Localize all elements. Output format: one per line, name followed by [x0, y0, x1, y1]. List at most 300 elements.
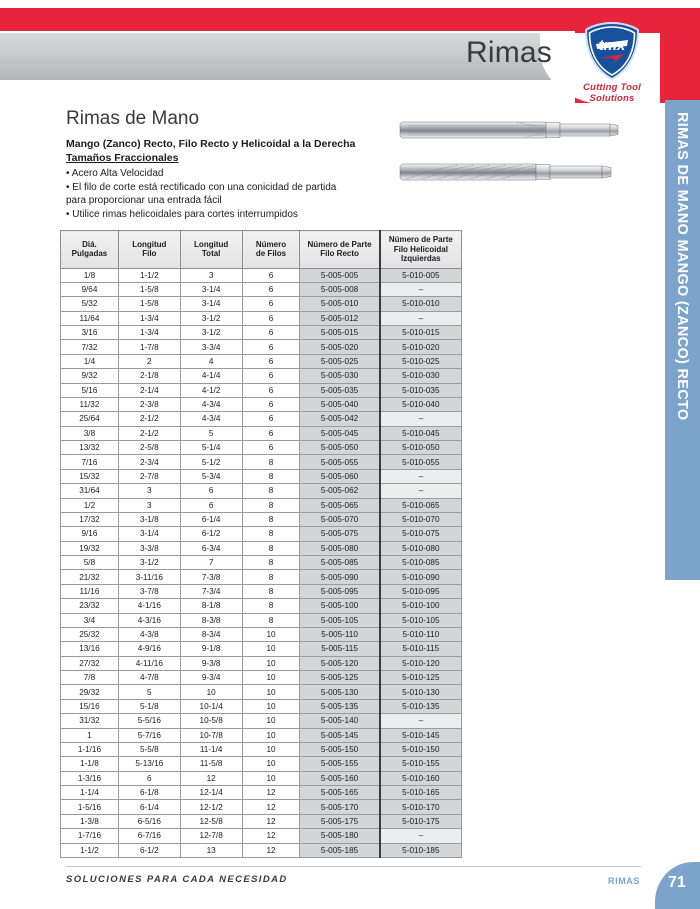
table-cell: 8: [242, 613, 300, 627]
table-cell: 5-005-175: [300, 814, 380, 828]
table-cell: 5-010-155: [380, 757, 462, 771]
table-cell: 1-5/8: [118, 282, 180, 296]
table-cell: 4-11/16: [118, 656, 180, 670]
table-cell: 9/32: [61, 369, 119, 383]
table-cell: 5-010-005: [380, 268, 462, 282]
table-cell: 6: [242, 282, 300, 296]
table-cell: 10-7/8: [180, 728, 242, 742]
table-cell: 10: [242, 742, 300, 756]
table-cell: 2-5/8: [118, 441, 180, 455]
table-cell: 1/8: [61, 268, 119, 282]
table-cell: 25/64: [61, 412, 119, 426]
table-cell: 10-1/4: [180, 699, 242, 713]
table-cell: 8-3/4: [180, 627, 242, 641]
table-cell: 6: [242, 326, 300, 340]
table-cell: 1-5/8: [118, 297, 180, 311]
table-row: [61, 326, 462, 340]
column-header-diameter: Diá. Pulgadas: [61, 231, 119, 269]
table-cell: 10: [242, 685, 300, 699]
table-cell: 5-005-085: [300, 556, 380, 570]
table-cell: 4: [180, 354, 242, 368]
table-cell: 9-3/4: [180, 671, 242, 685]
table-row: [61, 829, 462, 843]
table-cell: 6: [242, 441, 300, 455]
table-cell: 5-010-025: [380, 354, 462, 368]
table-cell: 5-1/2: [180, 455, 242, 469]
table-cell: 5-005-115: [300, 642, 380, 656]
column-header-flute-length: Longitud Filo: [118, 231, 180, 269]
table-cell: 5-010-115: [380, 642, 462, 656]
table-cell: 11/16: [61, 584, 119, 598]
footer-divider: [66, 866, 641, 867]
table-cell: 5-010-080: [380, 541, 462, 555]
table-cell: 1-7/8: [118, 340, 180, 354]
table-cell: 5-005-145: [300, 728, 380, 742]
table-cell: 5-010-160: [380, 771, 462, 785]
table-row: [61, 541, 462, 555]
table-cell: 5-010-130: [380, 685, 462, 699]
table-row: [61, 455, 462, 469]
table-cell: 5-005-020: [300, 340, 380, 354]
table-cell: 5-010-065: [380, 498, 462, 512]
table-cell: 5-005-005: [300, 268, 380, 282]
table-cell: 8: [242, 455, 300, 469]
table-cell: 5-005-062: [300, 484, 380, 498]
table-cell: 5-010-135: [380, 699, 462, 713]
table-row: [61, 268, 462, 282]
shield-logo-icon: [584, 22, 640, 80]
table-row: [61, 441, 462, 455]
table-cell: 3-11/16: [118, 570, 180, 584]
table-cell: 6-3/4: [180, 541, 242, 555]
table-row: [61, 599, 462, 613]
table-cell: 7/32: [61, 340, 119, 354]
table-cell: 5-010-105: [380, 613, 462, 627]
table-cell: 4-1/16: [118, 599, 180, 613]
table-cell: 1/2: [61, 498, 119, 512]
table-cell: 1-1/2: [118, 268, 180, 282]
table-cell: 5-005-120: [300, 656, 380, 670]
page-title: Rimas: [465, 36, 552, 69]
straight-flute-reamer-image: [396, 116, 646, 146]
table-cell: 1-3/16: [61, 771, 119, 785]
table-cell: 5-005-125: [300, 671, 380, 685]
table-row: [61, 800, 462, 814]
table-cell: –: [380, 311, 462, 325]
table-cell: 5-005-040: [300, 397, 380, 411]
table-cell: 31/32: [61, 714, 119, 728]
table-cell: 6: [242, 426, 300, 440]
table-cell: 5-010-020: [380, 340, 462, 354]
table-cell: 5-010-175: [380, 814, 462, 828]
table-cell: 11-5/8: [180, 757, 242, 771]
table-cell: 8: [242, 556, 300, 570]
table-cell: 6: [180, 498, 242, 512]
table-cell: 11-1/4: [180, 742, 242, 756]
table-cell: 4-3/8: [118, 627, 180, 641]
table-cell: 4-3/4: [180, 397, 242, 411]
table-cell: 12: [242, 829, 300, 843]
table-cell: 2: [118, 354, 180, 368]
table-cell: 3: [118, 484, 180, 498]
table-cell: 5-1/4: [180, 441, 242, 455]
table-cell: 12-1/2: [180, 800, 242, 814]
table-cell: 6: [242, 354, 300, 368]
specifications-table: [60, 230, 462, 858]
table-cell: 5-010-095: [380, 584, 462, 598]
table-cell: 8: [242, 527, 300, 541]
table-cell: 8-1/8: [180, 599, 242, 613]
table-cell: 10: [242, 656, 300, 670]
table-body: [61, 268, 462, 857]
table-cell: 8: [242, 599, 300, 613]
table-cell: 5-005-025: [300, 354, 380, 368]
table-cell: 5-005-065: [300, 498, 380, 512]
table-cell: 12-1/4: [180, 786, 242, 800]
table-cell: 5-13/16: [118, 757, 180, 771]
column-header-part-number-helical: Número de Parte Filo Helicoidal Izquierdas: [380, 231, 462, 269]
table-cell: 5/32: [61, 297, 119, 311]
table-cell: 5-005-090: [300, 570, 380, 584]
table-cell: 21/32: [61, 570, 119, 584]
table-cell: 5-005-055: [300, 455, 380, 469]
table-cell: 2-3/8: [118, 397, 180, 411]
table-cell: 2-1/4: [118, 383, 180, 397]
table-cell: 5-010-090: [380, 570, 462, 584]
table-cell: 5-010-040: [380, 397, 462, 411]
section-heading: Rimas de Mano: [66, 108, 200, 129]
table-cell: 27/32: [61, 656, 119, 670]
table-cell: 31/64: [61, 484, 119, 498]
table-cell: –: [380, 282, 462, 296]
table-row: [61, 613, 462, 627]
table-cell: 12-5/8: [180, 814, 242, 828]
table-cell: 10: [242, 627, 300, 641]
table-cell: 5-005-105: [300, 613, 380, 627]
table-cell: 10: [242, 671, 300, 685]
table-row: [61, 498, 462, 512]
table-cell: 5-005-185: [300, 843, 380, 857]
table-cell: 5-010-045: [380, 426, 462, 440]
feature-bullet-list: [66, 167, 376, 221]
table-row: [61, 297, 462, 311]
table-cell: 5-010-100: [380, 599, 462, 613]
table-row: [61, 671, 462, 685]
table-cell: 6: [242, 268, 300, 282]
table-cell: 5-005-015: [300, 326, 380, 340]
list-item: • Acero Alta Velocidad: [66, 168, 164, 179]
table-cell: 5-005-170: [300, 800, 380, 814]
table-row: [61, 814, 462, 828]
table-cell: 23/32: [61, 599, 119, 613]
table-cell: 13/16: [61, 642, 119, 656]
table-cell: 6: [180, 484, 242, 498]
table-cell: 1-1/16: [61, 742, 119, 756]
table-cell: 2-1/2: [118, 426, 180, 440]
table-cell: 5-005-155: [300, 757, 380, 771]
logo-tagline: [572, 82, 652, 104]
table-cell: 29/32: [61, 685, 119, 699]
table-cell: 15/16: [61, 699, 119, 713]
table-cell: 1-7/16: [61, 829, 119, 843]
table-cell: 5-005-030: [300, 369, 380, 383]
table-cell: 5-005-060: [300, 469, 380, 483]
table-cell: 5-010-110: [380, 627, 462, 641]
table-cell: 10-5/8: [180, 714, 242, 728]
table-cell: 9-3/8: [180, 656, 242, 670]
table-row: [61, 642, 462, 656]
table-cell: 8: [242, 541, 300, 555]
table-cell: 1-3/8: [61, 814, 119, 828]
table-cell: 6: [242, 397, 300, 411]
table-cell: 7/16: [61, 455, 119, 469]
table-cell: 7: [180, 556, 242, 570]
table-cell: 4-1/4: [180, 369, 242, 383]
table-cell: –: [380, 714, 462, 728]
table-cell: 5-010-015: [380, 326, 462, 340]
table-cell: 5/8: [61, 556, 119, 570]
table-cell: 12: [242, 800, 300, 814]
table-cell: 3-1/2: [180, 326, 242, 340]
table-row: [61, 656, 462, 670]
section-side-tab: [665, 100, 700, 580]
table-cell: 6-1/8: [118, 786, 180, 800]
table-cell: 5-010-070: [380, 512, 462, 526]
table-cell: 12: [180, 771, 242, 785]
table-cell: 6: [242, 340, 300, 354]
table-cell: 5-010-075: [380, 527, 462, 541]
table-cell: –: [380, 412, 462, 426]
table-row: [61, 685, 462, 699]
column-header-overall-length: Longitud Total: [180, 231, 242, 269]
table-row: [61, 412, 462, 426]
table-cell: 5-005-180: [300, 829, 380, 843]
table-cell: 5-005-042: [300, 412, 380, 426]
table-cell: 10: [242, 728, 300, 742]
table-cell: 5-005-150: [300, 742, 380, 756]
table-cell: 5-010-010: [380, 297, 462, 311]
table-row: [61, 584, 462, 598]
table-cell: 12-7/8: [180, 829, 242, 843]
table-cell: 5-5/16: [118, 714, 180, 728]
table-cell: 8: [242, 498, 300, 512]
table-cell: 9/16: [61, 527, 119, 541]
table-cell: 7-3/8: [180, 570, 242, 584]
table-cell: 12: [242, 786, 300, 800]
table-row: [61, 426, 462, 440]
table-cell: 11/32: [61, 397, 119, 411]
table-cell: 10: [242, 714, 300, 728]
table-cell: 1/4: [61, 354, 119, 368]
table-cell: 8: [242, 584, 300, 598]
table-row: [61, 714, 462, 728]
table-cell: 1-1/4: [61, 786, 119, 800]
table-row: [61, 397, 462, 411]
table-row: [61, 786, 462, 800]
table-cell: 10: [242, 642, 300, 656]
table-cell: 13: [180, 843, 242, 857]
table-cell: 5-010-035: [380, 383, 462, 397]
footer-section-label: RIMAS: [608, 876, 640, 886]
table-cell: 5-010-165: [380, 786, 462, 800]
table-cell: 3-1/2: [180, 311, 242, 325]
table-cell: 1-3/4: [118, 311, 180, 325]
table-cell: 5: [118, 685, 180, 699]
table-cell: 3/16: [61, 326, 119, 340]
table-row: [61, 340, 462, 354]
table-cell: 5-005-008: [300, 282, 380, 296]
table-row: [61, 512, 462, 526]
table-cell: 5-005-165: [300, 786, 380, 800]
table-cell: 1: [61, 728, 119, 742]
table-cell: 6-5/16: [118, 814, 180, 828]
table-cell: 3/4: [61, 613, 119, 627]
brand-logo: [572, 22, 652, 104]
table-cell: 8: [242, 484, 300, 498]
table-cell: 10: [242, 757, 300, 771]
table-cell: 5-010-170: [380, 800, 462, 814]
table-row: [61, 311, 462, 325]
table-cell: 8: [242, 570, 300, 584]
table-cell: 2-1/2: [118, 412, 180, 426]
table-cell: 3: [180, 268, 242, 282]
table-cell: 8: [242, 469, 300, 483]
table-cell: 2-1/8: [118, 369, 180, 383]
table-cell: 5-005-095: [300, 584, 380, 598]
table-cell: 4-3/4: [180, 412, 242, 426]
table-cell: 5-005-012: [300, 311, 380, 325]
table-cell: 6: [118, 771, 180, 785]
table-row: [61, 728, 462, 742]
table-cell: 5-010-085: [380, 556, 462, 570]
column-header-flute-count: Número de Filos: [242, 231, 300, 269]
table-cell: 5-010-120: [380, 656, 462, 670]
table-cell: 10: [180, 685, 242, 699]
table-cell: 5-1/8: [118, 699, 180, 713]
table-cell: –: [380, 469, 462, 483]
table-cell: 3-1/2: [118, 556, 180, 570]
list-item: para proporcionar una entrada fácil: [66, 195, 222, 206]
table-cell: 25/32: [61, 627, 119, 641]
table-cell: 5-005-140: [300, 714, 380, 728]
table-cell: 3-1/8: [118, 512, 180, 526]
table-row: [61, 699, 462, 713]
table-cell: 3/8: [61, 426, 119, 440]
table-header-row: [61, 231, 462, 269]
section-subheading: Mango (Zanco) Recto, Filo Recto y Helicoidal a la Derecha: [66, 138, 356, 150]
table-row: [61, 354, 462, 368]
table-cell: –: [380, 829, 462, 843]
table-row: [61, 757, 462, 771]
table-cell: 17/32: [61, 512, 119, 526]
table-cell: 4-3/16: [118, 613, 180, 627]
table-row: [61, 369, 462, 383]
table-cell: 3-3/8: [118, 541, 180, 555]
table-cell: 2-7/8: [118, 469, 180, 483]
table-cell: 3-1/4: [118, 527, 180, 541]
table-cell: 5-005-100: [300, 599, 380, 613]
table-cell: 9/64: [61, 282, 119, 296]
table-cell: 5-005-110: [300, 627, 380, 641]
table-cell: 1-5/16: [61, 800, 119, 814]
table-cell: 2-3/4: [118, 455, 180, 469]
table-cell: 5: [180, 426, 242, 440]
table-cell: 7/8: [61, 671, 119, 685]
table-cell: 5-010-185: [380, 843, 462, 857]
column-header-part-number-straight: Número de Parte Filo Recto: [300, 231, 380, 269]
table-row: [61, 527, 462, 541]
table-cell: 6-1/4: [118, 800, 180, 814]
table-row: [61, 627, 462, 641]
table-cell: 5-010-030: [380, 369, 462, 383]
table-cell: 6: [242, 412, 300, 426]
table-cell: 6-7/16: [118, 829, 180, 843]
table-cell: 10: [242, 771, 300, 785]
product-images: [396, 110, 656, 200]
table-cell: 5-005-035: [300, 383, 380, 397]
table-cell: 3-3/4: [180, 340, 242, 354]
page-number: 71: [668, 874, 686, 891]
table-cell: 5-010-150: [380, 742, 462, 756]
table-cell: 5-005-010: [300, 297, 380, 311]
table-cell: 5-005-130: [300, 685, 380, 699]
table-cell: 6: [242, 297, 300, 311]
table-cell: 5-7/16: [118, 728, 180, 742]
table-cell: 3-1/4: [180, 297, 242, 311]
table-cell: 7-3/4: [180, 584, 242, 598]
table-cell: 5-3/4: [180, 469, 242, 483]
table-cell: 4-9/16: [118, 642, 180, 656]
table-cell: 5-010-125: [380, 671, 462, 685]
table-cell: 6: [242, 383, 300, 397]
table-cell: 8: [242, 512, 300, 526]
table-cell: 5-5/8: [118, 742, 180, 756]
table-cell: 5-005-045: [300, 426, 380, 440]
table-cell: 5-010-145: [380, 728, 462, 742]
table-cell: 3-1/4: [180, 282, 242, 296]
table-cell: 5-005-075: [300, 527, 380, 541]
table-row: [61, 570, 462, 584]
table-cell: 12: [242, 814, 300, 828]
table-row: [61, 484, 462, 498]
table-cell: 5-010-050: [380, 441, 462, 455]
helical-flute-reamer-image: [396, 158, 646, 188]
table-cell: 8-3/8: [180, 613, 242, 627]
table-cell: 3-7/8: [118, 584, 180, 598]
logo-wordmark: tmx: [598, 37, 626, 54]
table-row: [61, 282, 462, 296]
table-cell: 13/32: [61, 441, 119, 455]
table-cell: 5-005-135: [300, 699, 380, 713]
section-side-tab-label: RIMAS DE MANO MANGO (ZANCO) RECTO: [674, 112, 690, 421]
table-cell: 6-1/4: [180, 512, 242, 526]
table-cell: 1-1/8: [61, 757, 119, 771]
table-cell: 19/32: [61, 541, 119, 555]
table-cell: 6: [242, 311, 300, 325]
table-cell: 6-1/2: [180, 527, 242, 541]
table-cell: 5-005-070: [300, 512, 380, 526]
table-cell: 3: [118, 498, 180, 512]
table-cell: 6-1/2: [118, 843, 180, 857]
table-row: [61, 383, 462, 397]
table-row: [61, 771, 462, 785]
table-cell: 5-005-050: [300, 441, 380, 455]
table-cell: 15/32: [61, 469, 119, 483]
table-row: [61, 469, 462, 483]
table-cell: 9-1/8: [180, 642, 242, 656]
table-cell: 5/16: [61, 383, 119, 397]
list-item: • Utilice rimas helicoidales para cortes interrumpidos: [66, 208, 298, 220]
